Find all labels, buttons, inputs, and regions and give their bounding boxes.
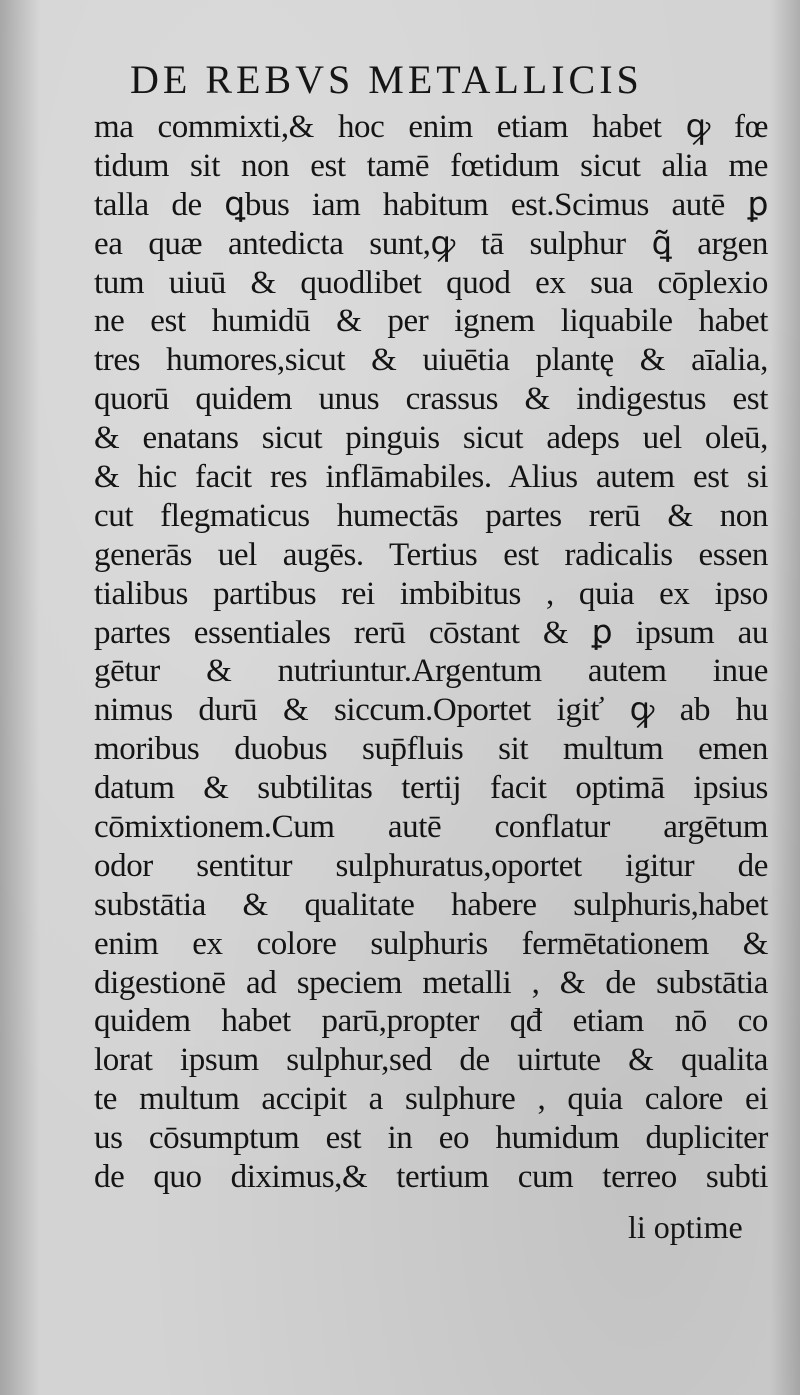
text-line: tidum sit non est tamē fœtidum sicut alia me bbox=[94, 147, 768, 184]
text-line: digestionē ad speciem metalli , & de substātia bbox=[94, 964, 768, 1001]
text-line: moribus duobus sup̄fluis sit multum emen bbox=[94, 731, 768, 768]
text-line: nimus durū & siccum.Oportet igiť ꝙ ab hu bbox=[94, 692, 768, 729]
text-line: lorat ipsum sulphur,sed de uirtute & qualita bbox=[94, 1042, 768, 1079]
text-line: generās uel augēs. Tertius est radicalis essen bbox=[94, 536, 768, 573]
text-line: de quo diximus,& tertium cum terreo subti bbox=[94, 1159, 768, 1196]
text-line: tres humores,sicut & uiuētia plantę & aīalia, bbox=[94, 342, 768, 379]
text-line: cut flegmaticus humectās partes rerū & non bbox=[94, 497, 768, 534]
catchword: li optime bbox=[628, 1209, 743, 1245]
text-line: datum & subtilitas tertij facit optimā ipsius bbox=[94, 770, 768, 807]
body-text bbox=[94, 108, 768, 1197]
text-line: & enatans sicut pinguis sicut adeps uel oleū, bbox=[94, 420, 768, 457]
text-line: tialibus partibus rei imbibitus , quia ex ipso bbox=[94, 575, 768, 612]
text-line: tum uiuū & quodlibet quod ex sua cōplexio bbox=[94, 264, 768, 301]
text-line: us cōsumptum est in eo humidum dupliciter bbox=[94, 1120, 768, 1157]
text-line: cōmixtionem.Cum autē conflatur argētum bbox=[94, 809, 768, 846]
text-line: quorū quidem unus crassus & indigestus est bbox=[94, 381, 768, 418]
text-line: & hic facit res inflāmabiles. Alius autem est si bbox=[94, 459, 768, 496]
text-line: talla de ꝗbus iam habitum est.Scimus autē ꝑ bbox=[94, 186, 768, 223]
text-line: substātia & qualitate habere sulphuris,habet bbox=[94, 886, 768, 923]
text-line: enim ex colore sulphuris fermētationem & bbox=[94, 925, 768, 962]
text-line: ne est humidū & per ignem liquabile habet bbox=[94, 303, 768, 340]
running-head: DE REBVS METALLICIS bbox=[130, 57, 643, 102]
text-line: ma commixti,& hoc enim etiam habet ꝙ fœ bbox=[94, 109, 768, 145]
text-line: odor sentitur sulphuratus,oportet igitur de bbox=[94, 847, 768, 884]
text-line: ea quæ antedicta sunt,ꝙ tā sulphur ꝗ̃ argen bbox=[94, 225, 768, 262]
text-line: partes essentiales rerū cōstant & ꝑ ipsum au bbox=[94, 614, 768, 651]
text-line: gētur & nutriuntur.Argentum autem inue bbox=[94, 653, 768, 690]
text-line: te multum accipit a sulphure , quia calore ei bbox=[94, 1081, 768, 1118]
text-line: quidem habet parū,propter qđ etiam nō co bbox=[94, 1003, 768, 1040]
